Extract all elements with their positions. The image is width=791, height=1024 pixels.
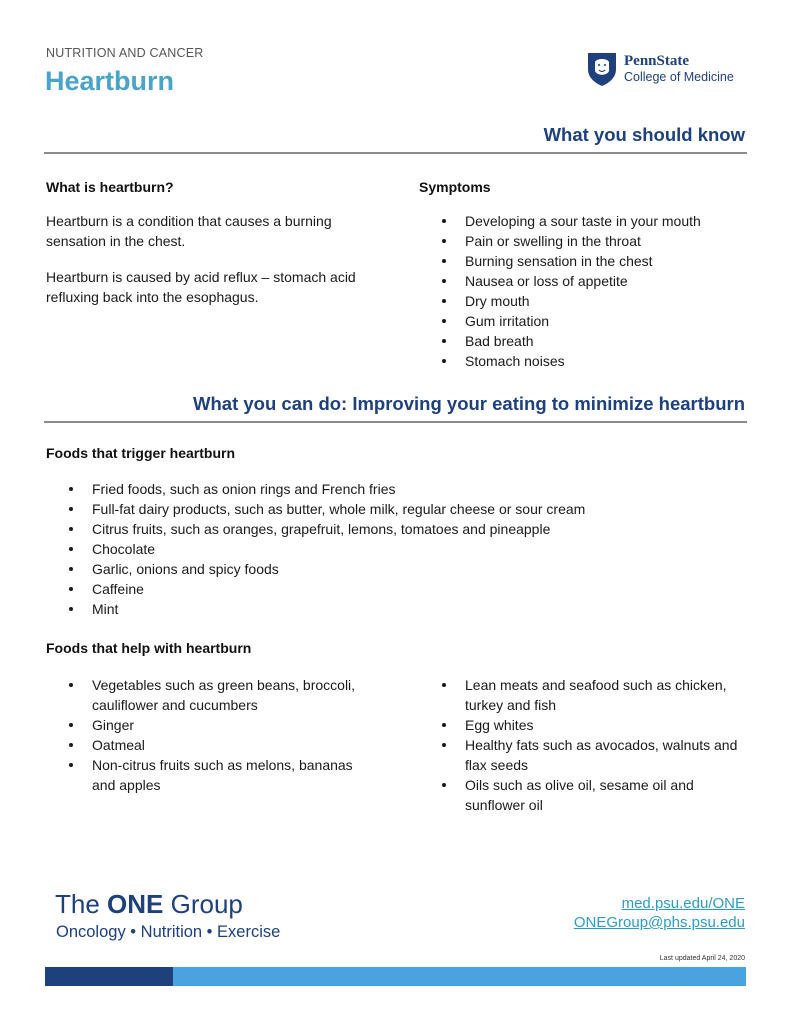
list-item: Mint (46, 599, 746, 619)
nittany-lion-shield-icon (586, 51, 618, 87)
what-paragraph-1: Heartburn is a condition that causes a burning sensation in the chest. (46, 213, 332, 249)
symptoms-heading: Symptoms (419, 179, 491, 195)
email-link[interactable]: ONEGroup@phs.psu.edu (573, 914, 745, 931)
document-kicker: NUTRITION AND CANCER (46, 46, 204, 60)
list-item: Egg whites (419, 715, 749, 735)
logo-line-2: College of Medicine (624, 70, 734, 84)
list-item: Bad breath (419, 331, 749, 351)
one-group-bold: ONE (107, 889, 164, 919)
list-item: Lean meats and seafood such as chicken, turkey and fish (419, 675, 749, 715)
last-updated: Last updated April 24, 2020 (659, 955, 745, 962)
what-paragraph-2: Heartburn is caused by acid reflux – stomach acid refluxing back into the esophagus. (46, 269, 356, 305)
trigger-foods-list (46, 479, 746, 619)
section-divider (44, 152, 747, 154)
list-item: Developing a sour taste in your mouth (419, 211, 749, 231)
list-item: Burning sensation in the chest (419, 251, 749, 271)
list-item: Citrus fruits, such as oranges, grapefruit, lemons, tomatoes and pineapple (46, 519, 746, 539)
list-item: Gum irritation (419, 311, 749, 331)
pennstate-logo (586, 51, 746, 89)
list-item: Oatmeal (46, 735, 376, 755)
list-item: Non-citrus fruits such as melons, bananas and apples (46, 755, 376, 795)
list-item: Chocolate (46, 539, 746, 559)
section-divider (44, 421, 747, 423)
what-is-heartburn-heading: What is heartburn? (46, 179, 174, 195)
section-heading-do: What you can do: Improving your eating to minimize heartburn (193, 393, 745, 414)
list-item: Oils such as olive oil, sesame oil and sunflower oil (419, 775, 749, 815)
list-item: Healthy fats such as avocados, walnuts and flax seeds (419, 735, 749, 775)
list-item: Fried foods, such as onion rings and French fries (46, 479, 746, 499)
logo-line-1: PennState (624, 53, 689, 69)
list-item: Caffeine (46, 579, 746, 599)
one-group-pre: The (55, 889, 108, 919)
footer-bar-dark (45, 967, 173, 986)
website-link[interactable]: med.psu.edu/ONE (621, 895, 745, 912)
list-item: Garlic, onions and spicy foods (46, 559, 746, 579)
helpful-foods-list-left (46, 675, 376, 795)
page-title: Heartburn (45, 66, 175, 96)
footer-bar-light (173, 967, 746, 986)
helpful-foods-heading: Foods that help with heartburn (46, 640, 252, 656)
trigger-foods-heading: Foods that trigger heartburn (46, 445, 235, 461)
list-item: Full-fat dairy products, such as butter, whole milk, regular cheese or sour cream (46, 499, 746, 519)
one-group-post: Group (163, 889, 243, 919)
one-group-tagline: Oncology • Nutrition • Exercise (56, 923, 281, 941)
list-item: Ginger (46, 715, 376, 735)
list-item: Nausea or loss of appetite (419, 271, 749, 291)
list-item: Vegetables such as green beans, broccoli, cauliflower and cucumbers (46, 675, 376, 715)
symptoms-list (419, 211, 749, 371)
list-item: Pain or swelling in the throat (419, 231, 749, 251)
list-item: Dry mouth (419, 291, 749, 311)
one-group-logo (55, 889, 243, 920)
section-heading-know: What you should know (543, 124, 745, 145)
list-item: Stomach noises (419, 351, 749, 371)
helpful-foods-list-right (419, 675, 749, 815)
